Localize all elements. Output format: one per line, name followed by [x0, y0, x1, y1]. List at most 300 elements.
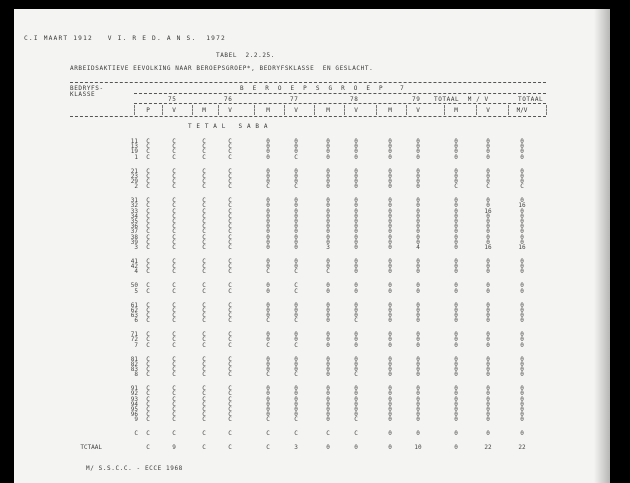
table-cell: 0 [354, 183, 358, 191]
table-cell: C [294, 317, 298, 325]
table-cell: C [228, 444, 232, 452]
table-cell: 0 [354, 212, 358, 220]
table-cell: C [146, 360, 150, 368]
table-cell: 0 [388, 390, 392, 398]
table-cell: 0 [326, 218, 330, 225]
table-cell: 0 [388, 301, 392, 309]
table-cell: 0 [266, 287, 270, 295]
table-cell: 0 [454, 212, 458, 220]
page-shadow [594, 9, 610, 483]
table-cell: C [202, 406, 206, 413]
table-cell: 0 [454, 143, 458, 151]
table-cell: C [172, 430, 176, 438]
sex-header-cell: V [486, 107, 490, 114]
table-cell: 0 [294, 228, 298, 236]
table-cell: 0 [294, 167, 298, 175]
table-cell: 0 [416, 341, 420, 349]
table-cell: 0 [454, 341, 458, 349]
table-cell: C [146, 258, 150, 265]
table-cell: C [202, 153, 206, 161]
table-cell: 0 [266, 202, 270, 210]
table-cell: 0 [416, 238, 420, 246]
table-cell: C [146, 317, 150, 325]
table-cell: 0 [388, 153, 392, 161]
table-cell: 0 [388, 233, 392, 241]
table-cell: 0 [486, 341, 490, 349]
table-cell: 0 [266, 400, 270, 408]
table-cell: 0 [388, 218, 392, 225]
table-cell: 0 [416, 202, 420, 210]
table-cell: 0 [486, 336, 490, 344]
table-cell: 0 [388, 371, 392, 379]
table-cell: C [202, 390, 206, 398]
table-cell: 16 [518, 244, 526, 251]
table-cell: C [202, 312, 206, 319]
table-cell: 0 [326, 341, 330, 349]
table-cell: C [146, 167, 150, 175]
table-cell: 0 [454, 282, 458, 290]
table-cell: 0 [416, 406, 420, 413]
table-cell: 0 [416, 218, 420, 225]
table-cell: 0 [454, 228, 458, 236]
table-cell: C [228, 228, 232, 236]
table-cell: C [202, 360, 206, 368]
table-cell: 0 [486, 197, 490, 205]
table-cell: C [172, 258, 176, 265]
row-label: 13 [130, 143, 138, 151]
table-cell: 0 [326, 331, 330, 339]
table-cell: C [172, 218, 176, 225]
table-cell: C [202, 371, 206, 379]
table-top-rule [70, 82, 546, 83]
table-cell: 0 [388, 172, 392, 180]
table-cell: 0 [326, 183, 330, 191]
table-cell: C [172, 395, 176, 403]
table-cell: C [228, 360, 232, 368]
table-cell: 16 [518, 202, 526, 210]
table-cell: C [326, 268, 330, 276]
table-cell: 0 [294, 207, 298, 215]
table-cell: 0 [416, 287, 420, 295]
table-cell: C [146, 202, 150, 210]
table-cell: C [228, 336, 232, 344]
table-cell: 0 [454, 218, 458, 225]
table-cell: 0 [294, 360, 298, 368]
table-cell: 0 [354, 167, 358, 175]
table-cell: C [202, 212, 206, 220]
table-cell: C [172, 317, 176, 325]
table-cell: C [172, 287, 176, 295]
table-cell: 0 [454, 202, 458, 210]
table-cell: C [202, 244, 206, 251]
table-cell: 0 [388, 178, 392, 185]
table-cell: 0 [294, 238, 298, 246]
table-cell: 0 [416, 228, 420, 236]
table-cell: C [202, 148, 206, 156]
table-cell: 0 [416, 183, 420, 191]
table-cell: 0 [454, 233, 458, 241]
table-cell: C [228, 411, 232, 419]
table-cell: 0 [326, 355, 330, 363]
table-number: TABEL 2.2.25. [216, 52, 275, 59]
table-cell: 0 [326, 306, 330, 314]
table-cell: 0 [486, 178, 490, 185]
table-cell: 0 [354, 411, 358, 419]
table-cell: C [228, 143, 232, 151]
table-cell: C [172, 138, 176, 145]
table-cell: 0 [486, 282, 490, 290]
table-cell: 0 [388, 228, 392, 236]
table-cell: 0 [416, 400, 420, 408]
table-cell: 0 [520, 360, 524, 368]
table-cell: 0 [266, 238, 270, 246]
table-cell: C [172, 331, 176, 339]
table-cell: 0 [520, 416, 524, 424]
table-cell: C [172, 390, 176, 398]
table-cell: C [146, 153, 150, 161]
table-cell: C [146, 212, 150, 220]
table-cell: 0 [388, 183, 392, 191]
row-label: 92 [130, 390, 138, 398]
table-cell: 0 [326, 233, 330, 241]
table-cell: 0 [520, 395, 524, 403]
column-divider [546, 105, 547, 115]
table-cell: 0 [294, 138, 298, 145]
table-cell: C [172, 268, 176, 276]
table-cell: 0 [520, 336, 524, 344]
table-cell: 3 [294, 444, 298, 452]
table-cell: 0 [416, 366, 420, 373]
table-cell: 0 [486, 306, 490, 314]
table-cell: 0 [294, 202, 298, 210]
table-cell: C [228, 238, 232, 246]
table-cell: 0 [326, 143, 330, 151]
table-cell: C [146, 400, 150, 408]
table-cell: C [228, 207, 232, 215]
table-cell: C [172, 366, 176, 373]
table-cell: 0 [266, 218, 270, 225]
table-cell: 0 [388, 366, 392, 373]
table-cell: 0 [520, 282, 524, 290]
row-label: 72 [130, 336, 138, 344]
table-cell: 0 [388, 167, 392, 175]
table-cell: 0 [326, 148, 330, 156]
table-cell: 0 [266, 411, 270, 419]
table-cell: 0 [294, 390, 298, 398]
table-cell: 0 [388, 444, 392, 452]
table-cell: 0 [388, 207, 392, 215]
table-cell: 0 [454, 301, 458, 309]
table-cell: 0 [326, 390, 330, 398]
sex-header-cell: P [146, 107, 150, 114]
table-cell: 16 [484, 207, 492, 215]
row-label: 36 [130, 223, 138, 231]
table-cell: 0 [520, 268, 524, 276]
row-label: 41 [130, 258, 138, 265]
table-cell: 0 [520, 197, 524, 205]
table-cell: 0 [266, 263, 270, 271]
table-cell: 0 [326, 400, 330, 408]
table-cell: 0 [266, 390, 270, 398]
table-cell: 0 [354, 258, 358, 265]
table-cell: C [266, 444, 270, 452]
table-cell: C [294, 371, 298, 379]
table-cell: 0 [454, 172, 458, 180]
table-cell: 0 [486, 233, 490, 241]
header-bottom-rule [70, 116, 546, 117]
table-cell: 0 [354, 331, 358, 339]
table-cell: 0 [486, 138, 490, 145]
table-cell: 0 [326, 212, 330, 220]
table-cell: 0 [520, 400, 524, 408]
table-cell: 0 [266, 228, 270, 236]
row-label: 5 [134, 287, 138, 295]
table-cell: 0 [354, 244, 358, 251]
row-label: 3 [134, 244, 138, 251]
table-cell: 0 [454, 244, 458, 251]
table-cell: C [228, 301, 232, 309]
table-cell: C [146, 395, 150, 403]
table-cell: C [146, 411, 150, 419]
table-cell: 0 [326, 263, 330, 271]
table-cell: 0 [454, 395, 458, 403]
table-cell: C [202, 223, 206, 231]
table-cell: C [146, 268, 150, 276]
table-cell: C [202, 395, 206, 403]
sex-header-cell: V [294, 107, 298, 114]
table-cell: 0 [326, 172, 330, 180]
table-cell: 0 [388, 430, 392, 438]
table-cell: 0 [486, 148, 490, 156]
table-cell: C [172, 244, 176, 251]
table-cell: C [202, 228, 206, 236]
row-label: 31 [130, 197, 138, 205]
table-cell: C [172, 301, 176, 309]
table-cell: 0 [416, 411, 420, 419]
table-cell: 0 [294, 306, 298, 314]
table-cell: C [266, 416, 270, 424]
table-cell: 0 [294, 258, 298, 265]
row-label: 37 [130, 228, 138, 236]
table-cell: 0 [266, 153, 270, 161]
table-cell: 0 [294, 406, 298, 413]
table-cell: C [202, 341, 206, 349]
table-cell: 0 [326, 360, 330, 368]
table-cell: C [146, 148, 150, 156]
table-cell: 0 [388, 360, 392, 368]
table-cell: 0 [520, 312, 524, 319]
table-cell: 0 [326, 444, 330, 452]
table-cell: 0 [388, 258, 392, 265]
table-cell: C [172, 172, 176, 180]
table-cell: C [202, 430, 206, 438]
row-label: 95 [130, 406, 138, 413]
row-label: 19 [130, 148, 138, 156]
table-cell: 0 [520, 341, 524, 349]
table-cell: 0 [266, 406, 270, 413]
table-cell: 0 [294, 263, 298, 271]
table-cell: C [228, 312, 232, 319]
sex-header-cell: M [266, 107, 270, 114]
table-cell: 0 [388, 306, 392, 314]
table-cell: 0 [486, 153, 490, 161]
table-cell: 0 [294, 218, 298, 225]
table-cell: 0 [326, 138, 330, 145]
table-cell: 0 [326, 406, 330, 413]
table-cell: 10 [414, 444, 422, 452]
table-cell: 0 [416, 207, 420, 215]
table-cell: 0 [454, 411, 458, 419]
table-cell: C [202, 183, 206, 191]
table-cell: 4 [416, 244, 420, 251]
table-cell: 0 [326, 258, 330, 265]
table-cell: 0 [520, 366, 524, 373]
table-cell: 0 [266, 331, 270, 339]
table-cell: 0 [486, 366, 490, 373]
table-cell: 0 [266, 233, 270, 241]
table-cell: 0 [486, 263, 490, 271]
table-cell: 0 [266, 172, 270, 180]
row-label: 9 [134, 416, 138, 424]
table-cell: 0 [486, 390, 490, 398]
table-cell: 0 [520, 167, 524, 175]
table-cell: 0 [416, 385, 420, 393]
row-label: 2 [134, 183, 138, 191]
table-cell: C [228, 400, 232, 408]
table-cell: 0 [454, 178, 458, 185]
table-cell: 0 [416, 360, 420, 368]
table-cell: C [146, 218, 150, 225]
table-cell: C [228, 167, 232, 175]
table-cell: C [172, 228, 176, 236]
table-cell: 0 [454, 400, 458, 408]
column-divider [508, 105, 509, 115]
subgroup-label: 79 [412, 96, 421, 103]
table-cell: C [228, 268, 232, 276]
subgroup-rule [134, 103, 546, 104]
sex-header-cell: V [416, 107, 420, 114]
table-cell: C [146, 207, 150, 215]
table-cell: C [172, 282, 176, 290]
table-cell: 0 [486, 312, 490, 319]
table-cell: 0 [416, 416, 420, 424]
table-cell: C [228, 233, 232, 241]
table-cell: C [294, 341, 298, 349]
table-cell: 0 [326, 395, 330, 403]
table-cell: 0 [388, 138, 392, 145]
sex-header-cell: M [454, 107, 458, 114]
row-label: 61 [130, 301, 138, 309]
table-cell: C [172, 341, 176, 349]
table-cell: 0 [520, 218, 524, 225]
table-cell: C [172, 355, 176, 363]
table-cell: 0 [416, 197, 420, 205]
table-cell: 0 [388, 400, 392, 408]
table-cell: 0 [454, 317, 458, 325]
table-cell: 0 [486, 172, 490, 180]
table-cell: 0 [520, 153, 524, 161]
table-cell: 0 [486, 301, 490, 309]
table-cell: C [228, 223, 232, 231]
table-cell: C [202, 233, 206, 241]
table-cell: 0 [416, 336, 420, 344]
table-cell: C [228, 385, 232, 393]
table-cell: 0 [294, 312, 298, 319]
table-cell: C [172, 183, 176, 191]
row-label: 94 [130, 400, 138, 408]
table-cell: 0 [416, 390, 420, 398]
table-cell: 0 [520, 238, 524, 246]
table-cell: C [266, 371, 270, 379]
table-cell: C [202, 263, 206, 271]
table-cell: 0 [486, 228, 490, 236]
table-cell: 0 [326, 336, 330, 344]
table-cell: C [146, 301, 150, 309]
table-cell: 0 [520, 331, 524, 339]
table-cell: C [228, 306, 232, 314]
table-cell: C [172, 312, 176, 319]
table-cell: 0 [294, 223, 298, 231]
subgroup-label: TOTAAL M / V [434, 96, 489, 103]
table-cell: C [146, 282, 150, 290]
table-cell: C [266, 317, 270, 325]
table-cell: C [202, 444, 206, 452]
table-cell: C [172, 233, 176, 241]
sex-header-cell: M [202, 107, 206, 114]
table-cell: 0 [416, 153, 420, 161]
table-cell: C [172, 406, 176, 413]
row-label: 33 [130, 207, 138, 215]
table-cell: 0 [454, 406, 458, 413]
table-cell: 0 [354, 444, 358, 452]
table-cell: 0 [486, 355, 490, 363]
table-cell: C [228, 390, 232, 398]
table-cell: 0 [388, 212, 392, 220]
table-cell: 0 [354, 312, 358, 319]
table-cell: 0 [388, 331, 392, 339]
table-cell: 0 [486, 371, 490, 379]
table-cell: 0 [326, 411, 330, 419]
table-cell: 0 [454, 148, 458, 156]
table-cell: C [266, 183, 270, 191]
table-cell: 0 [294, 331, 298, 339]
table-cell: C [294, 287, 298, 295]
table-cell: 0 [326, 287, 330, 295]
table-cell: 0 [294, 197, 298, 205]
table-cell: 0 [266, 306, 270, 314]
table-cell: 0 [416, 395, 420, 403]
table-cell: C [228, 416, 232, 424]
table-cell: 0 [388, 268, 392, 276]
table-cell: 0 [520, 287, 524, 295]
table-cell: 0 [326, 197, 330, 205]
table-cell: C [228, 138, 232, 145]
table-cell: 0 [520, 411, 524, 419]
table-cell: 0 [266, 138, 270, 145]
table-cell: 0 [354, 390, 358, 398]
table-cell: 0 [294, 143, 298, 151]
table-cell: 0 [486, 167, 490, 175]
row-header-label: BEDRYFS- KLASSE [70, 85, 104, 98]
table-cell: 0 [354, 178, 358, 185]
table-cell: 0 [326, 228, 330, 236]
table-cell: 0 [454, 207, 458, 215]
table-cell: C [454, 183, 458, 191]
table-cell: 0 [416, 331, 420, 339]
table-cell: C [266, 430, 270, 438]
table-cell: C [228, 153, 232, 161]
row-label: 6 [134, 317, 138, 325]
